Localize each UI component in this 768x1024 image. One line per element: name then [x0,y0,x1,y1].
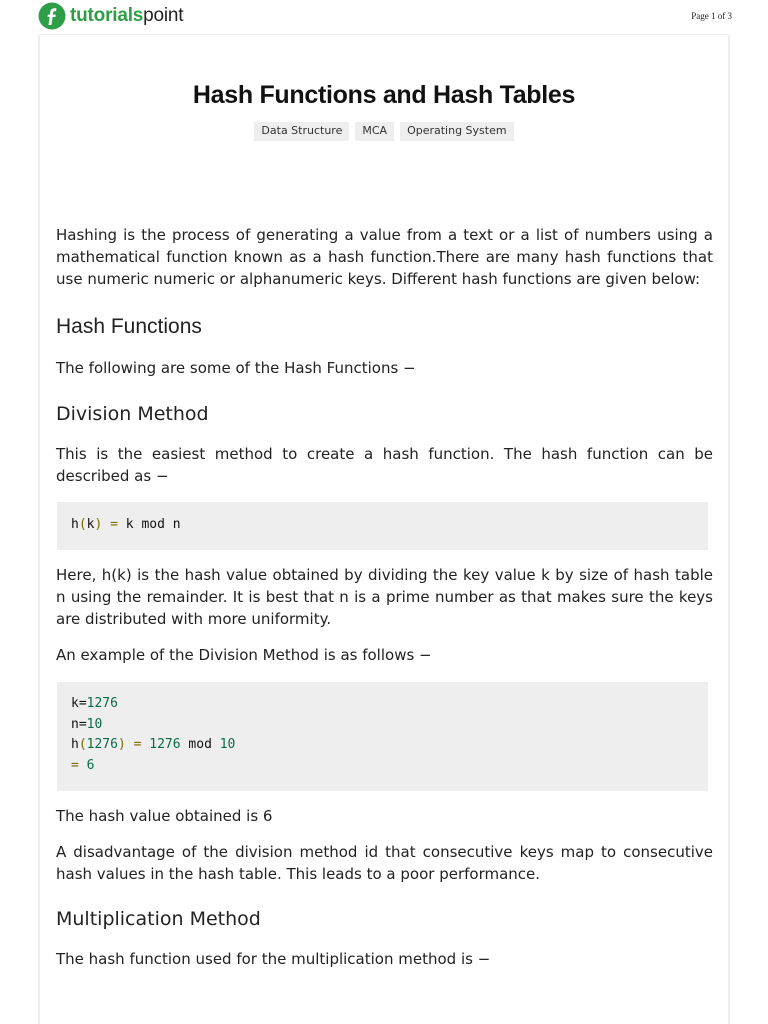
code-line: n=10 [71,716,103,732]
logo-text-tutorials: tutorials [70,5,144,26]
example-paragraph: An example of the Division Method is as follows − [56,646,432,664]
article-title: Hash Functions and Hash Tables [192,81,576,109]
code-line: h(k) = k mod n [71,517,181,532]
following-paragraph: The following are some of the Hash Functions − [56,359,416,377]
heading-division-method: Division Method [56,403,209,425]
division-description: This is the easiest method to create a hash function. The hash function can be described as − [56,445,713,485]
page-header [0,0,768,34]
logo-wordmark [70,5,183,27]
intro-paragraph: Hashing is the process of generating a value from a text or a list of numbers using a mathematical function known as a hash function.There are many hash functions that use numeric numeric or alphanumeric keys. Different hash functions are given below: [56,226,713,288]
heading-hash-functions: Hash Functions [56,315,202,338]
code-line: k=1276 [71,696,118,711]
page-indicator: Page 1 of 3 [691,11,732,21]
logo-text-point: point [143,5,184,26]
tag-list [40,122,728,141]
code-block-division-formula [57,502,708,550]
tag-data-structure[interactable]: Data Structure [254,122,349,141]
multiplication-paragraph: The hash function used for the multiplication method is − [56,950,491,968]
tutorialspoint-logo[interactable] [38,2,183,30]
code-line: h(1276) = 1276 mod 10 [71,737,236,752]
heading-multiplication-method: Multiplication Method [56,908,261,930]
disadvantage-paragraph: A disadvantage of the division method id that consecutive keys map to consecutive hash values in the hash table. This leads to a poor performance. [56,843,713,883]
tag-mca[interactable]: MCA [355,122,394,141]
hash-value-paragraph: The hash value obtained is 6 [56,807,273,825]
tag-operating-system[interactable]: Operating System [400,122,514,141]
code-block-division-example [57,682,708,791]
code-line: = 6 [71,757,95,773]
tutorialspoint-logo-icon [38,2,66,30]
here-paragraph: Here, h(k) is the hash value obtained by dividing the key value k by size of hash table n using the remainder. It is best that n is a prime number as that makes sure the keys are distributed with more uniformity. [56,566,713,628]
